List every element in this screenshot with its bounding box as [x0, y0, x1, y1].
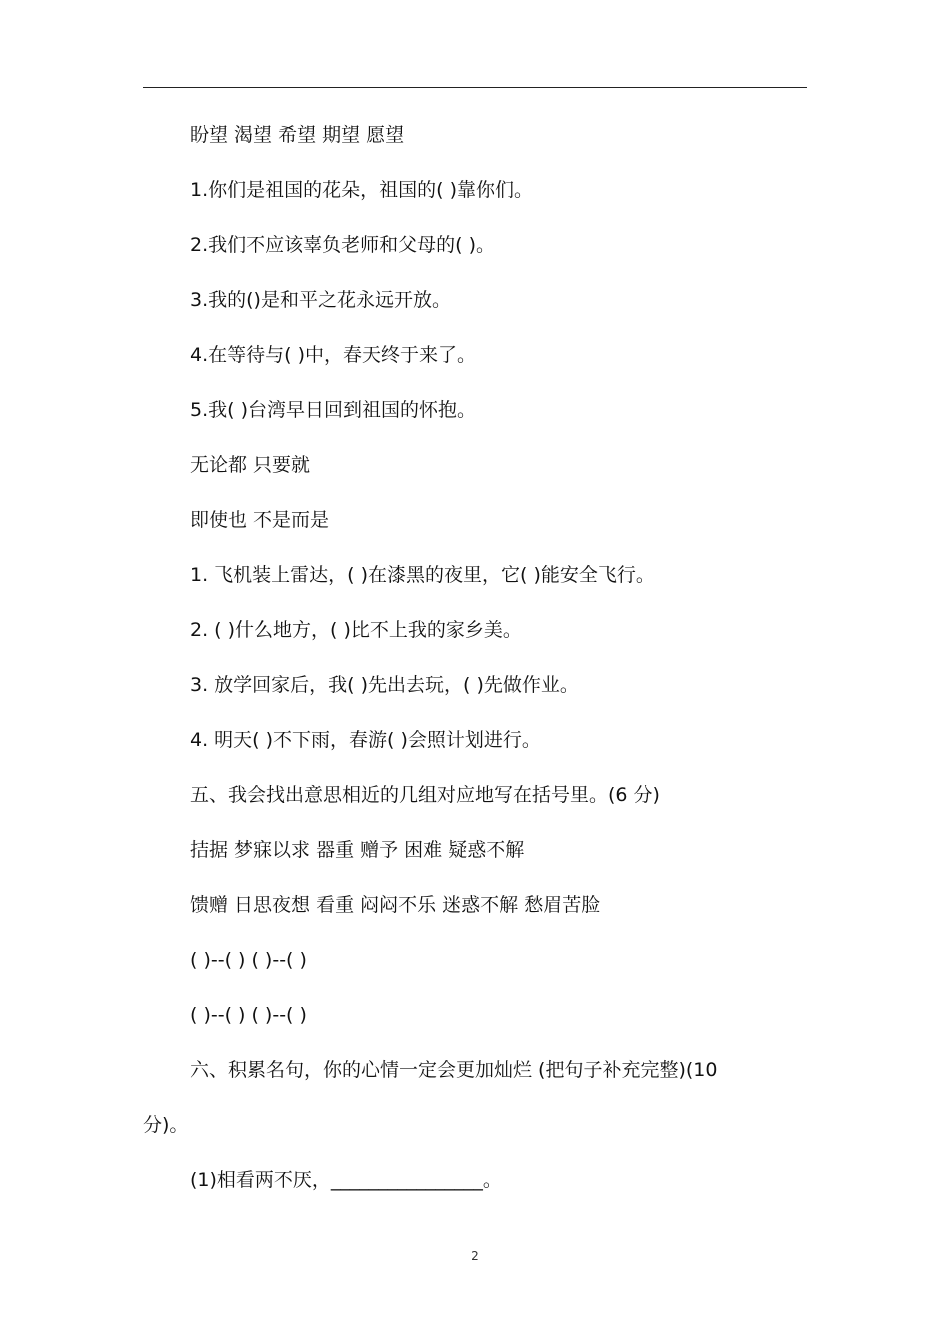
word-bank-wang: 盼望 渴望 希望 期望 愿望 — [190, 124, 405, 146]
conjunction-bank-line: 无论都 只要就 — [190, 454, 311, 476]
page-number: 2 — [471, 1249, 479, 1263]
question-line: 1.你们是祖国的花朵，祖国的( )靠你们。 — [190, 179, 533, 201]
question-line: 3.我的()是和平之花永远开放。 — [190, 289, 451, 311]
section-six-first-line: 六、积累名句，你的心情一定会更加灿烂 (把句子补充完整)(10 — [190, 1059, 718, 1081]
question-line: 1. 飞机装上雷达，( )在漆黑的夜里，它( )能安全飞行。 — [190, 564, 655, 586]
question-line: 2. ( )什么地方，( )比不上我的家乡美。 — [190, 619, 522, 641]
synonym-bank-line: 馈赠 日思夜想 看重 闷闷不乐 迷惑不解 愁眉苦脸 — [190, 894, 601, 916]
section-heading-five: 五、我会找出意思相近的几组对应地写在括号里。(6 分) — [190, 784, 660, 806]
conjunction-bank-line: 即使也 不是而是 — [190, 509, 330, 531]
document-body — [143, 121, 807, 1221]
question-line: 3. 放学回家后，我( )先出去玩，( )先做作业。 — [190, 674, 579, 696]
answer-pair-line: ( )--( ) ( )--( ) — [190, 949, 307, 971]
synonym-bank-line: 拮据 梦寐以求 器重 赠予 困难 疑惑不解 — [190, 839, 525, 861]
question-line: 5.我( )台湾早日回到祖国的怀抱。 — [190, 399, 476, 421]
question-line: 4.在等待与( )中，春天终于来了。 — [190, 344, 476, 366]
question-line: 2.我们不应该辜负老师和父母的( )。 — [190, 234, 495, 256]
header-rule — [143, 87, 807, 88]
section-heading-six — [143, 1056, 807, 1139]
fill-in-line: (1)相看两不厌，________________。 — [190, 1169, 502, 1191]
question-line: 4. 明天( )不下雨，春游( )会照计划进行。 — [190, 729, 541, 751]
section-six-second-line: 分)。 — [143, 1114, 189, 1136]
answer-pair-line: ( )--( ) ( )--( ) — [190, 1004, 307, 1026]
